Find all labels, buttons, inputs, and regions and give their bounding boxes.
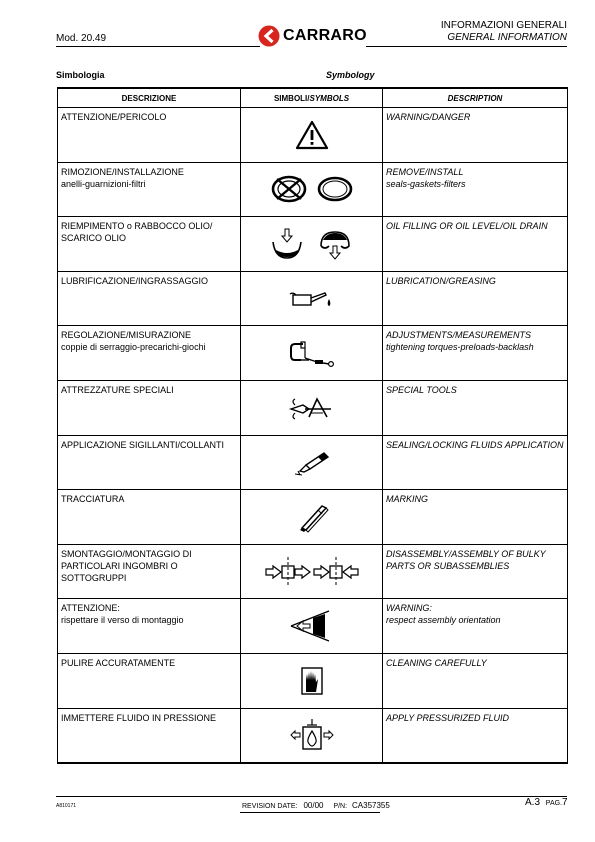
gauge-clamp-icon [241,326,383,381]
model-code: Mod. 20.49 [56,33,107,44]
table-row [58,380,568,435]
revision-underline [240,812,380,813]
row-desc-en [383,380,568,435]
row-desc-it-text: RIMOZIONE/INSTALLAZIONE [61,166,184,177]
table-row [58,326,568,381]
special-tool-icon [241,380,383,435]
page-label: PAG. [545,800,563,807]
oil-can-icon [241,271,383,326]
orientation-icon [241,599,383,654]
row-desc-it [58,162,241,217]
row-desc-it [58,217,241,272]
row-desc-it-text: REGOLAZIONE/MISURAZIONE [61,330,192,341]
header-rule-right [366,46,567,47]
table-row [58,490,568,545]
table-row [58,653,568,708]
row-desc-it-text: TRACCIATURA [61,494,125,505]
row-desc-en-sub: seals-gaskets-filters [386,178,466,189]
warning-triangle-icon [241,108,383,163]
pn-label: P/N: [333,803,348,810]
row-desc-it-text: ATTENZIONE: [61,603,120,614]
row-desc-it-text: APPLICAZIONE SIGILLANTI/COLLANTI [61,439,225,450]
row-desc-it [58,271,241,326]
row-desc-en-text: ADJUSTMENTS/MEASUREMENTS [386,330,532,341]
row-desc-en-text: WARNING: [386,603,432,614]
row-desc-en-text: APPLY PRESSURIZED FLUID [386,712,510,723]
header-title-it: INFORMAZIONI GENERALI [440,20,567,31]
revision-value: 00/00 [303,801,324,810]
pressurized-fluid-icon [241,708,383,763]
row-desc-it [58,544,241,599]
header-simboli [241,88,383,108]
row-desc-en [383,544,568,599]
row-desc-it-sub: anelli-guarnizioni-filtri [61,178,146,189]
row-desc-en [383,653,568,708]
row-desc-en [383,271,568,326]
document-code: A810171 [56,803,77,809]
row-desc-it [58,380,241,435]
row-desc-en [383,108,568,163]
assembly-arrows-icon [241,544,383,599]
row-desc-en-sub: tightening torques-preloads-backlash [386,342,534,353]
sealant-tube-icon [241,435,383,490]
header-simboli-en: SYMBOLS [309,93,350,103]
row-desc-it [58,490,241,545]
row-desc-en [383,708,568,763]
row-desc-en-text: MARKING [386,494,429,505]
row-desc-en [383,490,568,545]
row-desc-it [58,435,241,490]
row-desc-en-text: CLEANING CAREFULLY [386,657,487,668]
seal-remove-install-icon [241,162,383,217]
table-row [58,708,568,763]
table-row [58,599,568,654]
table-row [58,271,568,326]
symbology-table [57,87,568,764]
row-desc-en-text: SEALING/LOCKING FLUIDS APPLICATION [386,439,564,450]
row-desc-en [383,599,568,654]
row-desc-en [383,435,568,490]
table-header-row [58,88,568,108]
carraro-logo-mark-icon [258,25,280,47]
row-desc-en-text: DISASSEMBLY/ASSEMBLY OF BULKY PARTS OR SUBASSEMBLIES [386,548,546,571]
row-desc-it-text: SMONTAGGIO/MONTAGGIO DI PARTICOLARI INGOMBRI O SOTTOGRUPPI [61,548,192,583]
row-desc-en [383,326,568,381]
row-desc-en-text: LUBRICATION/GREASING [386,275,496,286]
row-desc-it-sub: rispettare il verso di montaggio [61,615,184,626]
page-number [525,797,568,808]
table-row [58,162,568,217]
row-desc-it-sub: coppie di serraggio-precarichi-giochi [61,342,206,353]
revision-info [242,801,390,810]
row-desc-it-text: PULIRE ACCURATAMENTE [61,657,176,668]
section-title-en: Symbology [326,70,375,80]
row-desc-it-text: LUBRIFICAZIONE/INGRASSAGGIO [61,275,209,286]
row-desc-en [383,217,568,272]
carraro-logo [258,24,370,48]
oil-fill-drain-icon [241,217,383,272]
row-desc-en-text: REMOVE/INSTALL [386,166,464,177]
section-title-it: Simbologia [56,70,105,80]
row-desc-it [58,108,241,163]
table-row [58,217,568,272]
row-desc-it-text: ATTENZIONE/PERICOLO [61,112,167,122]
row-desc-it-text: ATTREZZATURE SPECIALI [61,384,174,395]
row-desc-en-text: SPECIAL TOOLS [386,384,457,395]
row-desc-it-text: RIEMPIMENTO o RABBOCCO OLIO/ SCARICO OLIO [61,221,213,244]
header-title-en: GENERAL INFORMATION [447,32,567,43]
brand-name: CARRARO [283,27,367,44]
table-row [58,108,568,163]
header-descrizione: DESCRIZIONE [58,88,241,108]
row-desc-en [383,162,568,217]
row-desc-it [58,599,241,654]
header-rule-left [56,46,260,47]
header-simboli-it: SIMBOLI/ [273,93,310,103]
row-desc-it [58,708,241,763]
row-desc-en-text: WARNING/DANGER [386,112,471,122]
row-desc-en-text: OIL FILLING OR OIL LEVEL/OIL DRAIN [386,221,548,232]
revision-label: REVISION DATE: [242,803,298,810]
table-row [58,435,568,490]
table-row [58,544,568,599]
header-title [441,20,567,44]
row-desc-it [58,326,241,381]
row-desc-en-sub: respect assembly orientation [386,615,501,626]
cleaning-hand-icon [241,653,383,708]
row-desc-it [58,653,241,708]
pn-value: CA357355 [352,801,390,810]
row-desc-it-text: IMMETTERE FLUIDO IN PRESSIONE [61,712,217,723]
marker-pen-icon [241,490,383,545]
header-description: DESCRIPTION [383,88,568,108]
footer-rule [56,796,567,797]
page-value: 7 [562,797,568,808]
section-number: A.3 [525,797,541,808]
